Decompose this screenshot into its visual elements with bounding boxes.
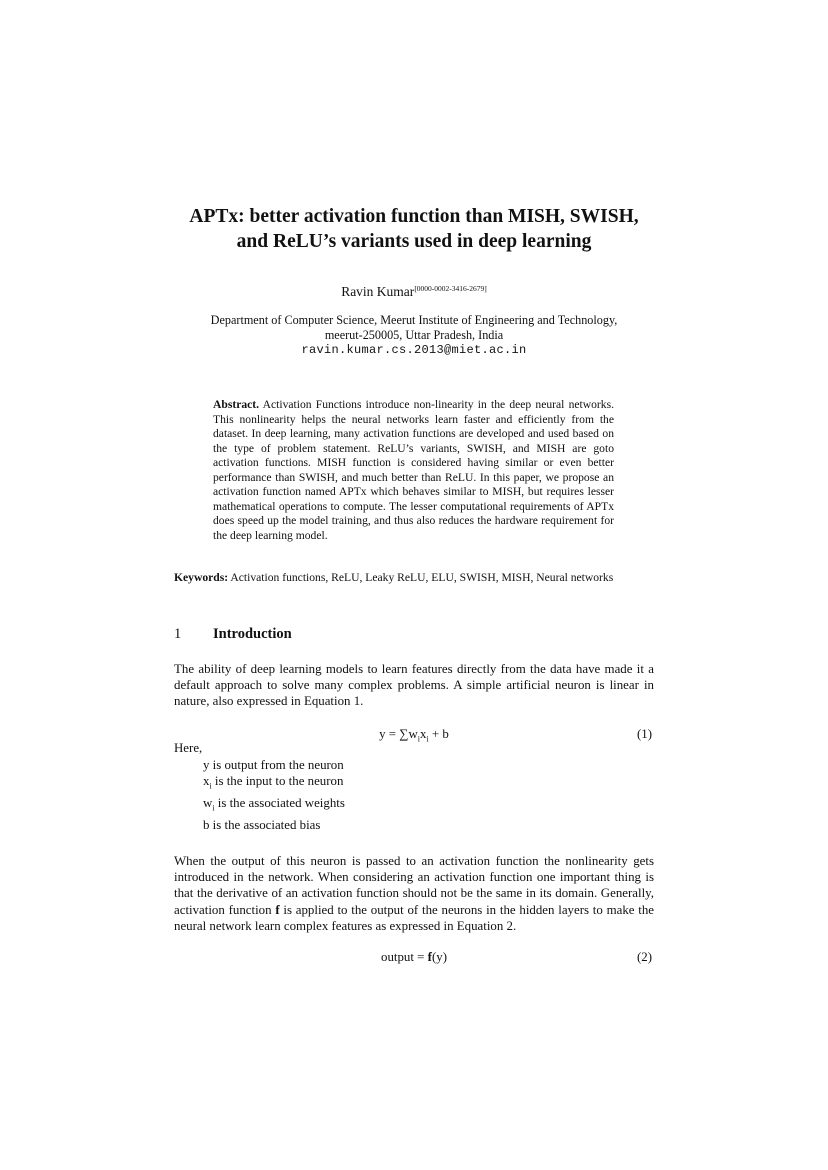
author-email: ravin.kumar.cs.2013@miet.ac.in [301, 343, 527, 357]
equation-1-expression: $y = \sum w_ix_i + b$ [379, 727, 449, 744]
author-line [120, 284, 708, 300]
keywords [174, 571, 672, 586]
equation-2-number: (2) [636, 950, 652, 964]
title-line-1: APTx: better activation function than MISH, SWISH, [189, 206, 639, 227]
variable-x: $x_i$ is the input to the neuron [203, 774, 344, 791]
equation-1-number: (1) [636, 727, 652, 741]
variable-list [203, 757, 345, 833]
affiliation-line-1: Department of Computer Science, Meerut Institute of Engineering and Technology, [210, 313, 618, 327]
affiliation [150, 313, 678, 358]
paper-title [120, 204, 708, 254]
author-name: Ravin Kumar [341, 284, 415, 299]
section-number: 1 [174, 626, 182, 642]
title-line-2: and ReLU’s variants used in deep learning [236, 231, 592, 252]
section-heading [174, 626, 292, 643]
keywords-text: Activation functions, ReLU, Leaky ReLU, ELU, SWISH, MISH, Neural networks [230, 571, 614, 584]
paragraph-1: The ability of deep learning models to learn features directly from the data have made it a default approach to solve many complex problems. A simple artificial neuron is linear in nature, also expressed in Equation 1. [174, 662, 654, 709]
variable-y: y is output from the neuron [203, 758, 344, 772]
variable-b: b is the associated bias [203, 817, 321, 832]
section-title: Introduction [213, 626, 292, 642]
abstract-label: Abstract. [213, 398, 260, 411]
variable-w: $w_i$ is the associated weights [203, 795, 345, 813]
keywords-label: Keywords: [174, 571, 229, 584]
author-orcid: [0000-0002-3416-2679] [414, 284, 487, 293]
paragraph-2: When the output of this neuron is passed to an activation function the nonlinearity gets introduced in the network. When considering an activation function one important thing is that the derivative of an activation function should not be the same in its domain. Generally, activation function f is applied to the output of the neurons in the hidden layers to make the neural network learn complex features as expressed in Equation 2. [174, 854, 654, 933]
abstract [213, 398, 614, 543]
affiliation-line-2: meerut-250005, Uttar Pradesh, India [324, 328, 504, 342]
abstract-text: Activation Functions introduce non-linearity in the deep neural networks. This nonlinearity helps the neural networks learn faster and efficiently from the dataset. In deep learning, many activation functions are developed and used based on the type of problem statement. ReLU’s variants, SWISH, and MISH are goto activation functions. MISH function is considered having similar or even better performance than SWISH, and much better than ReLU. In this paper, we propose an activation function named APTx which behaves similar to MISH, but requires lesser mathematical operations to compute. The lesser computational requirements of APTx does speed up the model training, and thus also reduces the hardware requirement for the deep learning model. [213, 398, 614, 542]
here-label: Here, [174, 741, 203, 755]
equation-2-expression: output = f(y) [381, 950, 447, 964]
